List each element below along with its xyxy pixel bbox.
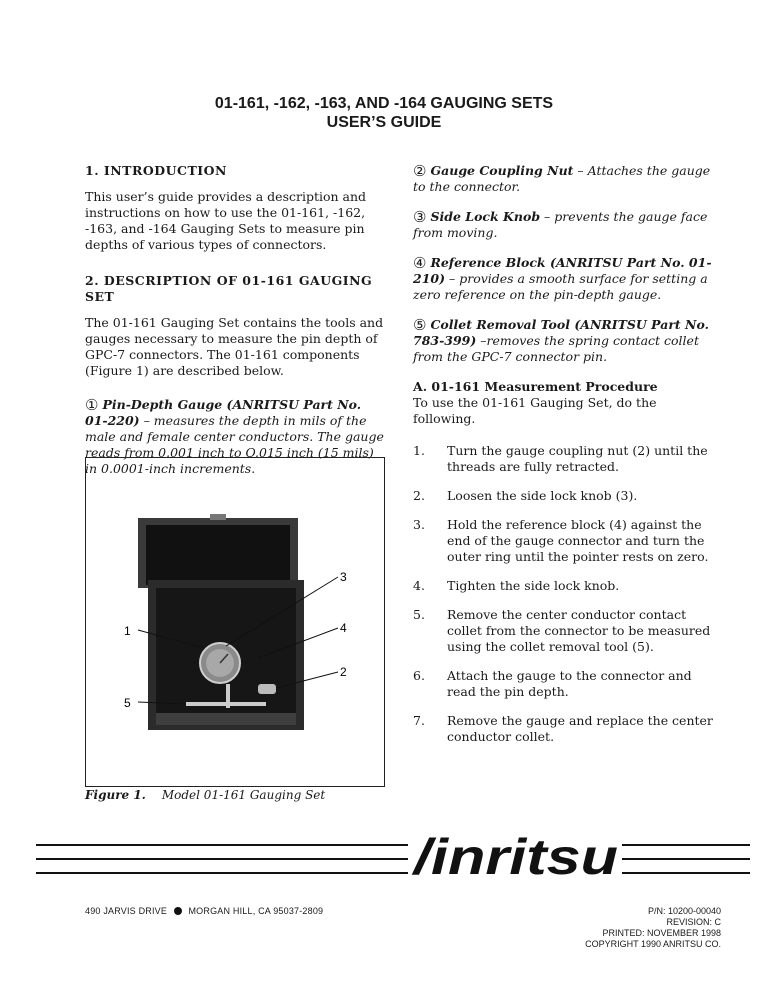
rule-right-top <box>622 844 750 846</box>
step-item: 1. Turn the gauge coupling nut (2) until the threads are fully retracted. <box>413 443 708 474</box>
rule-right-mid <box>622 858 750 860</box>
rule-left-bottom <box>36 872 408 874</box>
step-item: 3. Hold the reference block (4) against the end of the gauge connector and turn the outer ring until the pointer rests on zero. <box>413 517 709 564</box>
item5-title: Collet Removal Tool (ANRITSU Part No. 783-399) <box>413 317 709 348</box>
rule-left-top <box>36 844 408 846</box>
callout-label: 1 <box>124 624 131 638</box>
item-collet-removal-tool <box>413 317 713 365</box>
document-title: 01-161, -162, -163, AND -164 GAUGING SETS <box>214 95 554 112</box>
right-column <box>413 163 713 758</box>
footer-address: 490 JARVIS DRIVE MORGAN HILL, CA 95037-2809 <box>85 906 324 916</box>
coupling-nut-icon <box>258 684 276 694</box>
intro-heading: 1. INTRODUCTION <box>85 163 227 178</box>
step-item: 5. Remove the center conductor contact collet from the connector to be measured using the collet removal tool (5). <box>413 607 711 654</box>
item-side-lock-knob <box>413 209 713 241</box>
callout-5-icon: ⑤ <box>413 316 427 334</box>
item3-desc: – prevents the gauge face from moving. <box>413 209 708 240</box>
step-item: 4. Tighten the side lock knob. <box>413 578 620 593</box>
step-item: 2. Loosen the side lock knob (3). <box>413 488 638 503</box>
intro-text: This user’s guide provides a description and instructions on how to use the 01-161, -162, -163, and -164 Gauging Sets to measure pin depths of various types of connectors. <box>85 189 367 252</box>
item1-title: Pin-Depth Gauge (ANRITSU Part No. 01-220) <box>85 397 362 428</box>
document-subtitle: USER’S GUIDE <box>326 114 442 131</box>
figure-label: Figure 1. <box>85 788 146 802</box>
item5-desc: –removes the spring contact collet from the GPC-7 connector pin. <box>413 333 699 364</box>
item1-desc: – measures the depth in mils of the male and female center conductors. The gauge reads from 0.001 inch to O.015 inch (15 mils) in 0.0001-inch increments. <box>85 413 384 476</box>
figure-caption <box>85 788 325 802</box>
description-heading: 2. DESCRIPTION OF 01-161 GAUGING SET <box>85 273 373 304</box>
footer-publication-info <box>585 906 721 950</box>
gauging-set-case-illustration <box>86 458 384 786</box>
item-gauge-coupling-nut <box>413 163 713 195</box>
logo-text: /inritsu <box>411 829 618 882</box>
procedure-heading: A. 01-161 Measurement Procedure <box>413 379 658 394</box>
callout-1-icon: ① <box>85 396 99 414</box>
item2-desc: – Attaches the gauge to the connector. <box>413 163 711 194</box>
callout-3-icon: ③ <box>413 208 427 226</box>
item2-title: Gauge Coupling Nut <box>430 163 574 178</box>
revision: REVISION: C <box>666 917 721 927</box>
anritsu-logo <box>410 826 622 882</box>
callout-2-icon: ② <box>413 162 427 180</box>
callout-label: 2 <box>340 665 347 679</box>
printed-date: PRINTED: NOVEMBER 1998 <box>602 928 721 938</box>
case-latch-icon <box>210 514 226 520</box>
rule-right-bottom <box>622 872 750 874</box>
callout-4-icon: ④ <box>413 254 427 272</box>
step-item: 6. Attach the gauge to the connector and read the pin depth. <box>413 668 692 699</box>
copyright: COPYRIGHT 1990 ANRITSU CO. <box>585 939 721 949</box>
procedure-intro: To use the 01-161 Gauging Set, do the following. <box>413 395 657 426</box>
callout-label: 3 <box>340 570 347 584</box>
figure-1-photo <box>85 457 385 787</box>
anritsu-logo-icon <box>410 826 622 882</box>
step-item: 7. Remove the gauge and replace the center conductor collet. <box>413 713 713 744</box>
procedure-steps <box>413 443 713 745</box>
description-text: The 01-161 Gauging Set contains the tools and gauges necessary to measure the pin depth of GPC-7 connectors. The 01-161 components (Figure 1) are described below. <box>85 315 384 378</box>
left-column <box>85 163 385 491</box>
part-number: P/N: 10200-00040 <box>647 906 721 916</box>
figure-caption-text: Model 01-161 Gauging Set <box>161 788 326 802</box>
callout-label: 4 <box>340 621 347 635</box>
item3-title: Side Lock Knob <box>430 209 541 224</box>
item4-title: Reference Block (ANRITSU Part No. 01-210) <box>413 255 712 286</box>
rule-left-mid <box>36 858 408 860</box>
bullet-icon <box>174 907 182 915</box>
item4-desc: – provides a smooth surface for setting a zero reference on the pin-depth gauge. <box>413 271 708 302</box>
callout-label: 5 <box>124 696 131 710</box>
item-reference-block <box>413 255 713 303</box>
